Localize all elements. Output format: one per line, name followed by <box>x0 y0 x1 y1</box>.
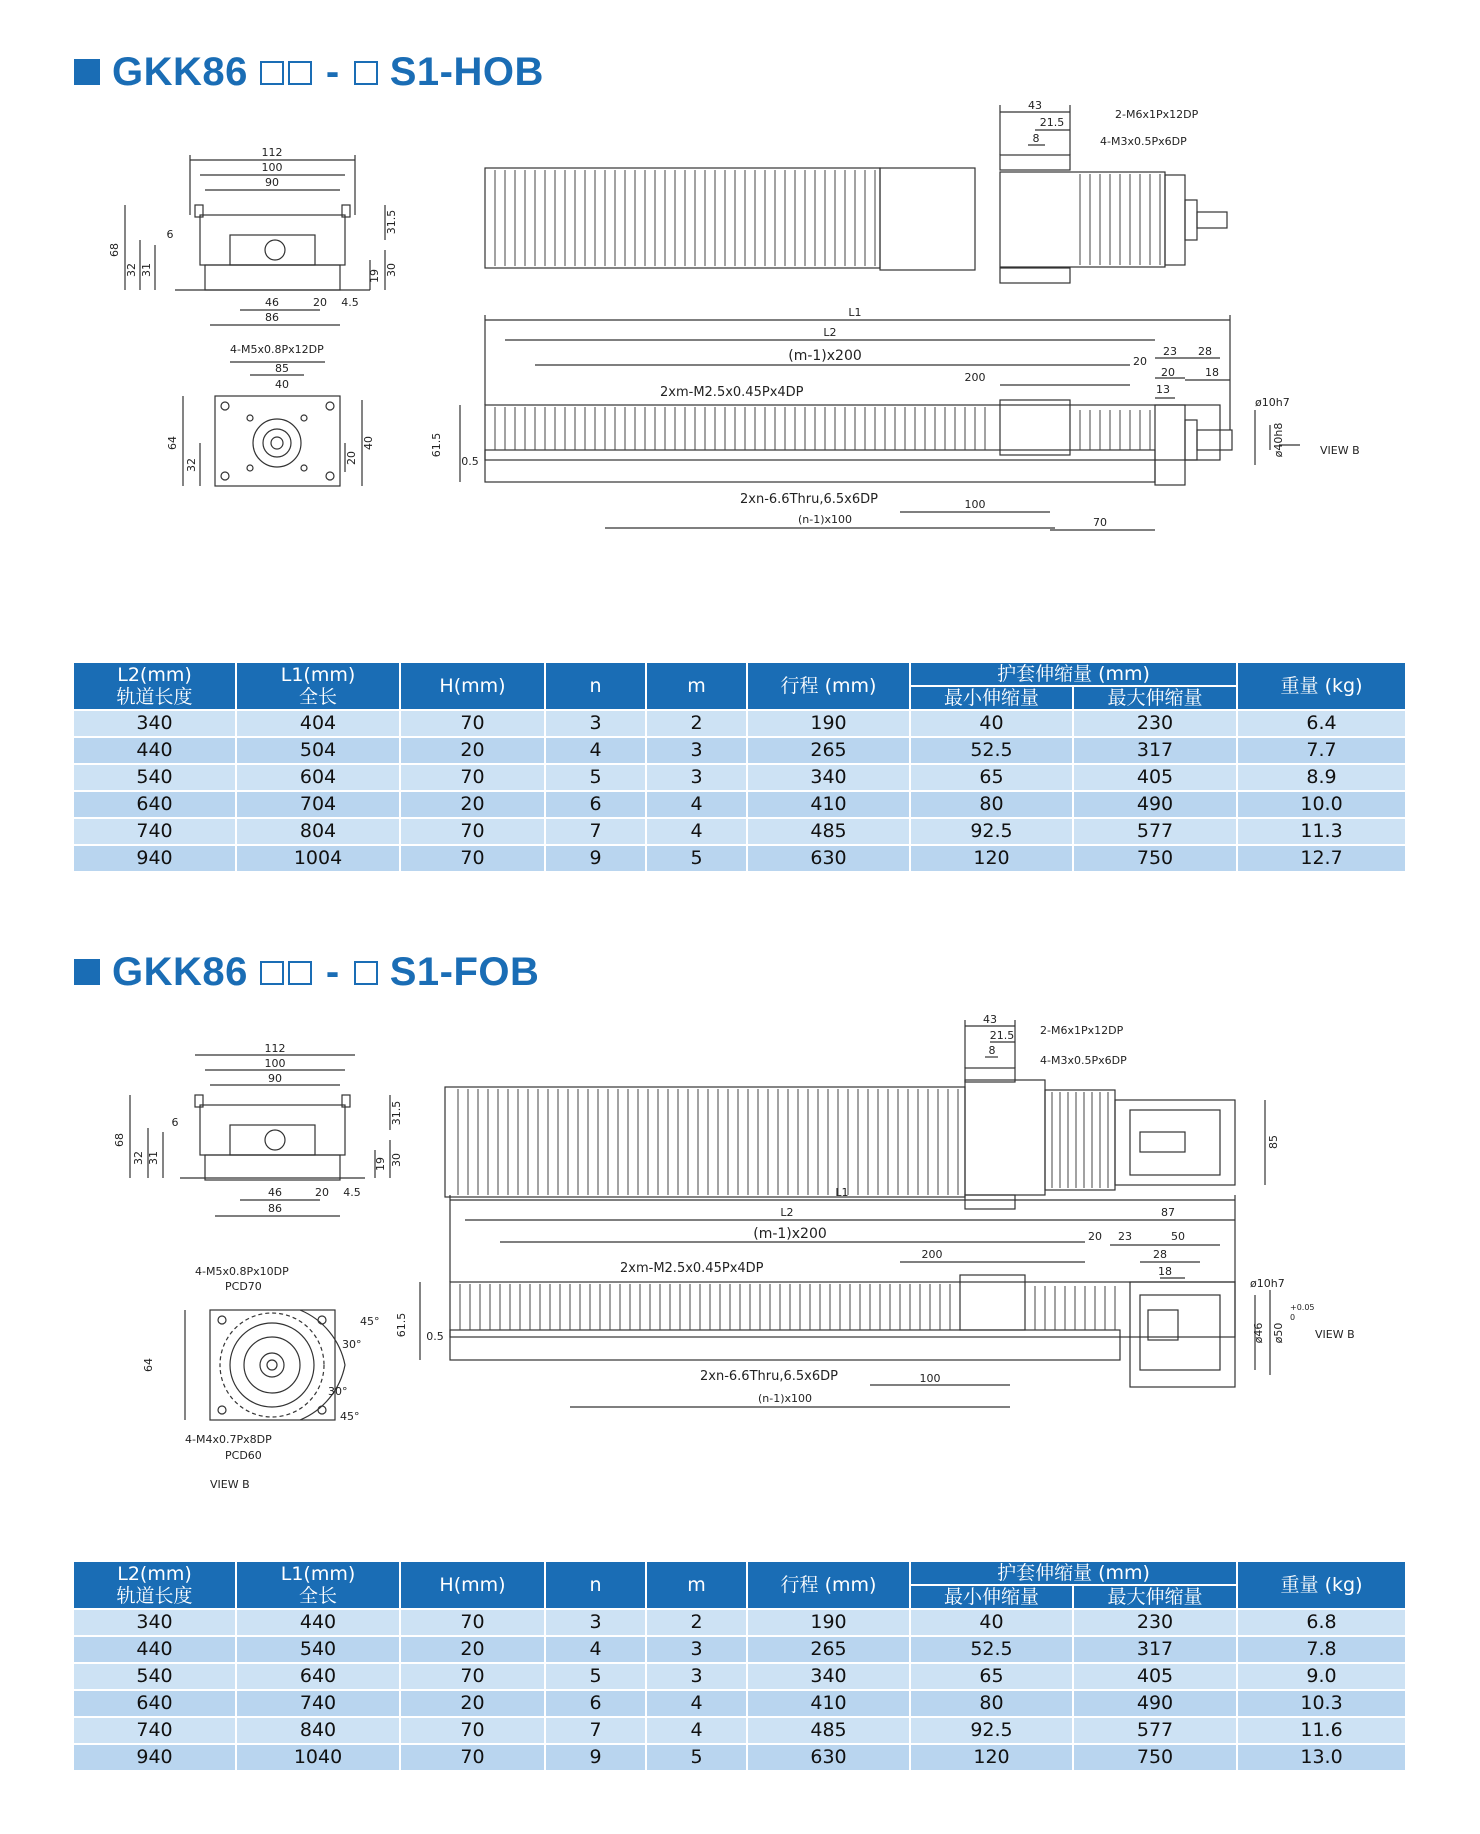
dim-64: 64 <box>142 1358 155 1372</box>
dim-phi46: ø46 <box>1252 1322 1265 1344</box>
hob-technical-drawing <box>0 100 1480 660</box>
table-row: 340 440 70 3 2 190 40 230 6.8 <box>73 1609 1406 1636</box>
dim-90: 90 <box>265 176 279 189</box>
dim-90: 90 <box>268 1072 282 1085</box>
dim-L1: L1 <box>848 306 862 319</box>
dim-m200: (m-1)x200 <box>788 348 862 364</box>
dim-70: 70 <box>1093 516 1107 529</box>
angle-45b: 45° <box>340 1410 360 1423</box>
col-h: H(mm) <box>400 662 545 710</box>
col-bellows: 护套伸缩量 (mm) <box>910 662 1237 686</box>
dim-20: 20 <box>315 1186 329 1199</box>
dim-32b: 32 <box>185 458 198 472</box>
title-model: GKK86 <box>112 949 248 994</box>
table-row: 740 840 70 7 4 485 92.5 577 11.6 <box>73 1717 1406 1744</box>
dim-19: 19 <box>374 1157 387 1171</box>
section-title-hob <box>74 50 544 94</box>
dim-30: 30 <box>385 263 398 277</box>
dim-8: 8 <box>1032 132 1040 145</box>
hole-note: 2xn-6.6Thru,6.5x6DP <box>740 492 878 507</box>
col-stroke: 行程 (mm) <box>747 662 910 710</box>
angle-30a: 30° <box>342 1338 362 1351</box>
col-l2: L2(mm) 轨道长度 <box>73 1561 236 1609</box>
dim-32: 32 <box>125 263 138 277</box>
dim-18: 18 <box>1205 366 1219 379</box>
table-row: 440 504 20 4 3 265 52.5 317 7.7 <box>73 737 1406 764</box>
view-b-label: VIEW B <box>1315 1328 1355 1341</box>
dim-28: 28 <box>1153 1248 1167 1261</box>
dim-21-5: 21.5 <box>1039 116 1065 129</box>
dim-86: 86 <box>268 1202 282 1215</box>
dim-L1: L1 <box>835 1186 849 1199</box>
table-row: 440 540 20 4 3 265 52.5 317 7.8 <box>73 1636 1406 1663</box>
col-m: m <box>646 662 747 710</box>
table-row: 940 1004 70 9 5 630 120 750 12.7 <box>73 845 1406 872</box>
col-l1: L1(mm) 全长 <box>236 662 400 710</box>
pcd70: PCD70 <box>225 1280 262 1293</box>
tolerance-plus: +0.05 <box>1290 1303 1315 1312</box>
dim-31: 31 <box>140 263 153 277</box>
dim-n100: (n-1)x100 <box>797 513 853 526</box>
dim-13: 13 <box>1156 383 1170 396</box>
dim-8: 8 <box>988 1044 996 1057</box>
angle-30b: 30° <box>328 1385 348 1398</box>
dim-43: 43 <box>1028 100 1042 112</box>
note-m3: 4-M3x0.5Px6DP <box>1100 135 1187 148</box>
dim-100: 100 <box>264 1057 286 1070</box>
dim-0-5: 0.5 <box>461 455 479 468</box>
dim-phi50: ø50 <box>1272 1322 1285 1344</box>
dim-40b: 40 <box>362 436 375 450</box>
title-placeholder-boxes <box>258 50 314 95</box>
dim-100: 100 <box>919 1372 941 1385</box>
title-dash: - <box>325 949 340 994</box>
dim-68: 68 <box>108 243 121 257</box>
dim-phi10: ø10h7 <box>1250 1277 1285 1290</box>
dim-46: 46 <box>268 1186 282 1199</box>
dim-4-5: 4.5 <box>343 1186 361 1199</box>
title-dash: - <box>325 49 340 94</box>
tap-note: 2xm-M2.5x0.45Px4DP <box>620 1261 764 1276</box>
fob-spec-table <box>72 1560 1407 1772</box>
dim-20: 20 <box>313 296 327 309</box>
hole-note: 2xn-6.6Thru,6.5x6DP <box>700 1369 838 1384</box>
col-l1: L1(mm) 全长 <box>236 1561 400 1609</box>
dim-43: 43 <box>983 1013 997 1026</box>
title-placeholder-box <box>352 950 380 995</box>
dim-112: 112 <box>264 1042 286 1055</box>
dim-50: 50 <box>1171 1230 1185 1243</box>
dim-4-5: 4.5 <box>341 296 359 309</box>
title-suffix: S1-HOB <box>389 49 544 94</box>
tap-note: 2xm-M2.5x0.45Px4DP <box>660 385 804 400</box>
col-bellows-max: 最大伸缩量 <box>1073 686 1237 710</box>
dim-85: 85 <box>275 362 289 375</box>
col-weight: 重量 (kg) <box>1237 1561 1406 1609</box>
table-row: 340 404 70 3 2 190 40 230 6.4 <box>73 710 1406 737</box>
end-view-note: 4-M5x0.8Px12DP <box>230 343 324 356</box>
dim-phi40: ø40h8 <box>1272 422 1285 458</box>
dim-32: 32 <box>132 1151 145 1165</box>
dim-28: 28 <box>1198 345 1212 358</box>
dim-200: 200 <box>964 371 986 384</box>
dim-phi10: ø10h7 <box>1255 396 1290 409</box>
table-row: 940 1040 70 9 5 630 120 750 13.0 <box>73 1744 1406 1771</box>
table-row: 540 640 70 5 3 340 65 405 9.0 <box>73 1663 1406 1690</box>
dim-112: 112 <box>261 146 283 159</box>
title-bullet-square <box>74 59 100 85</box>
pcd60: PCD60 <box>225 1449 262 1462</box>
hob-spec-table <box>72 661 1407 873</box>
dim-n100: (n-1)x100 <box>757 1392 813 1405</box>
dim-20d: 20 <box>1161 366 1175 379</box>
dim-68: 68 <box>113 1133 126 1147</box>
col-m: m <box>646 1561 747 1609</box>
dim-86: 86 <box>265 311 279 324</box>
title-placeholder-box <box>352 50 380 95</box>
dim-85: 85 <box>1267 1135 1280 1149</box>
col-bellows: 护套伸缩量 (mm) <box>910 1561 1237 1585</box>
m4-note: 4-M4x0.7Px8DP <box>185 1433 272 1446</box>
col-bellows-min: 最小伸缩量 <box>910 686 1073 710</box>
dim-31-5: 31.5 <box>385 209 398 235</box>
title-model: GKK86 <box>112 49 248 94</box>
dim-20c: 20 <box>1088 1230 1102 1243</box>
col-n: n <box>545 662 646 710</box>
note-m6: 2-M6x1Px12DP <box>1115 108 1199 121</box>
dim-6: 6 <box>166 228 174 241</box>
tolerance-zero: 0 <box>1290 1313 1296 1322</box>
dim-L2: L2 <box>780 1206 794 1219</box>
title-bullet-square <box>74 959 100 985</box>
col-weight: 重量 (kg) <box>1237 662 1406 710</box>
fob-technical-drawing <box>0 1010 1480 1560</box>
dim-0-5: 0.5 <box>426 1330 444 1343</box>
dim-L2: L2 <box>823 326 837 339</box>
col-stroke: 行程 (mm) <box>747 1561 910 1609</box>
col-bellows-max: 最大伸缩量 <box>1073 1585 1237 1609</box>
table-row: 540 604 70 5 3 340 65 405 8.9 <box>73 764 1406 791</box>
col-n: n <box>545 1561 646 1609</box>
hob-bellows-ribs <box>495 170 1160 450</box>
dim-64: 64 <box>166 436 179 450</box>
end-note: 4-M5x0.8Px10DP <box>195 1265 289 1278</box>
col-h: H(mm) <box>400 1561 545 1609</box>
dim-200: 200 <box>921 1248 943 1261</box>
dim-6: 6 <box>171 1116 179 1129</box>
dim-23: 23 <box>1163 345 1177 358</box>
table-row: 740 804 70 7 4 485 92.5 577 11.3 <box>73 818 1406 845</box>
title-suffix: S1-FOB <box>389 949 540 994</box>
dim-40: 40 <box>275 378 289 391</box>
col-bellows-min: 最小伸缩量 <box>910 1585 1073 1609</box>
dim-61-5: 61.5 <box>430 432 443 458</box>
dim-30: 30 <box>390 1153 403 1167</box>
col-l2: L2(mm) 轨道长度 <box>73 662 236 710</box>
dim-18: 18 <box>1158 1265 1172 1278</box>
section-title-fob <box>74 950 539 994</box>
dim-31: 31 <box>147 1151 160 1165</box>
angle-45a: 45° <box>360 1315 380 1328</box>
note-m3: 4-M3x0.5Px6DP <box>1040 1054 1127 1067</box>
dim-87: 87 <box>1161 1206 1175 1219</box>
dim-31-5: 31.5 <box>390 1100 403 1126</box>
note-m6: 2-M6x1Px12DP <box>1040 1024 1124 1037</box>
table-row: 640 704 20 6 4 410 80 490 10.0 <box>73 791 1406 818</box>
dim-21-5: 21.5 <box>989 1029 1015 1042</box>
title-placeholder-boxes <box>258 950 314 995</box>
dim-m200: (m-1)x200 <box>753 1226 827 1242</box>
view-b-label: VIEW B <box>1320 444 1360 457</box>
dim-20c: 20 <box>1133 355 1147 368</box>
dim-61-5: 61.5 <box>395 1312 408 1338</box>
dim-20b: 20 <box>345 451 358 465</box>
dim-23: 23 <box>1118 1230 1132 1243</box>
table-row: 640 740 20 6 4 410 80 490 10.3 <box>73 1690 1406 1717</box>
dim-100: 100 <box>261 161 283 174</box>
view-b-caption: VIEW B <box>210 1478 250 1491</box>
dim-100: 100 <box>964 498 986 511</box>
dim-19: 19 <box>368 269 381 283</box>
dim-46: 46 <box>265 296 279 309</box>
